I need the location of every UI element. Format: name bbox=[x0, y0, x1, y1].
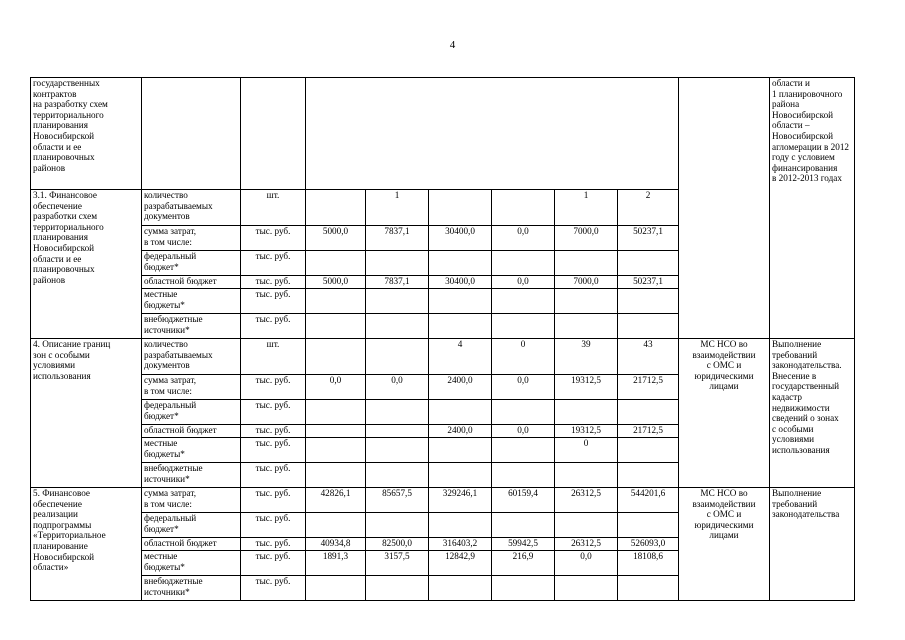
value-cell: 12842,9 bbox=[429, 551, 492, 576]
value-cell bbox=[306, 400, 366, 425]
unit-label: тыс. руб. bbox=[241, 289, 306, 314]
value-cell: 4 bbox=[429, 339, 492, 375]
unit-label: тыс. руб. bbox=[241, 375, 306, 400]
indicator-cell bbox=[142, 78, 241, 190]
value-cell bbox=[306, 576, 366, 601]
unit-label: шт. bbox=[241, 339, 306, 375]
section5-executor-cell: МС НСО во взаимодействии с ОМС и юридическими лицами bbox=[679, 488, 770, 601]
indicator-label: федеральный бюджет* bbox=[142, 513, 241, 538]
value-cell: 0 bbox=[492, 339, 555, 375]
unit-label: тыс. руб. bbox=[241, 463, 306, 488]
indicator-label: сумма затрат, в том числе: bbox=[142, 375, 241, 400]
value-cell bbox=[366, 339, 429, 375]
value-cell: 0,0 bbox=[492, 276, 555, 289]
value-cell bbox=[618, 251, 679, 276]
value-cell bbox=[618, 400, 679, 425]
value-cell bbox=[366, 314, 429, 339]
unit-label: тыс. руб. bbox=[241, 551, 306, 576]
value-cell bbox=[306, 438, 366, 463]
page-number: 4 bbox=[449, 39, 456, 51]
value-cell: 1 bbox=[555, 190, 618, 226]
indicator-label: местные бюджеты* bbox=[142, 438, 241, 463]
value-cell bbox=[306, 339, 366, 375]
value-cell bbox=[555, 513, 618, 538]
indicator-label: федеральный бюджет* bbox=[142, 251, 241, 276]
value-cell: 0,0 bbox=[492, 425, 555, 438]
value-cell: 0,0 bbox=[555, 551, 618, 576]
indicator-label: областной бюджет bbox=[142, 425, 241, 438]
unit-cell bbox=[241, 78, 306, 190]
value-cell: 316403,2 bbox=[429, 538, 492, 551]
value-cell: 7000,0 bbox=[555, 226, 618, 251]
value-cell bbox=[555, 463, 618, 488]
unit-label: тыс. руб. bbox=[241, 425, 306, 438]
value-cell bbox=[429, 576, 492, 601]
value-cell bbox=[306, 513, 366, 538]
indicator-label: местные бюджеты* bbox=[142, 289, 241, 314]
indicator-label: областной бюджет bbox=[142, 538, 241, 551]
value-cell bbox=[366, 289, 429, 314]
value-cell bbox=[429, 251, 492, 276]
value-cell bbox=[306, 425, 366, 438]
value-cell bbox=[366, 576, 429, 601]
value-cell: 7837,1 bbox=[366, 276, 429, 289]
indicator-label: федеральный бюджет* bbox=[142, 400, 241, 425]
value-cell: 18108,6 bbox=[618, 551, 679, 576]
value-cell: 39 bbox=[555, 339, 618, 375]
value-cell bbox=[618, 314, 679, 339]
value-cell bbox=[306, 314, 366, 339]
unit-label: тыс. руб. bbox=[241, 488, 306, 513]
section4-executor-cell: МС НСО во взаимодействии с ОМС и юридическими лицами bbox=[679, 339, 770, 488]
value-cell bbox=[618, 438, 679, 463]
value-cell bbox=[306, 251, 366, 276]
indicator-label: областной бюджет bbox=[142, 276, 241, 289]
section5-title-cell: 5. Финансовое обеспечение реализации подпрограммы «Территориальное планирование Новосибирской области» bbox=[31, 488, 142, 601]
unit-label: тыс. руб. bbox=[241, 251, 306, 276]
value-cell: 85657,5 bbox=[366, 488, 429, 513]
unit-label: тыс. руб. bbox=[241, 513, 306, 538]
value-cell bbox=[618, 513, 679, 538]
value-cell: 0,0 bbox=[306, 375, 366, 400]
table-row bbox=[31, 339, 855, 375]
result-cell: области и 1 планировочного района Новосибирской области – Новосибирской агломерации в 2012 году с условием финансирования в 2012-2013 годах bbox=[770, 78, 855, 339]
value-cell bbox=[306, 190, 366, 226]
value-cell bbox=[366, 513, 429, 538]
value-cell bbox=[555, 314, 618, 339]
value-cell: 19312,5 bbox=[555, 425, 618, 438]
value-cell bbox=[306, 289, 366, 314]
value-cell bbox=[429, 314, 492, 339]
value-cell: 30400,0 bbox=[429, 226, 492, 251]
table-row bbox=[31, 488, 855, 513]
value-cell bbox=[492, 400, 555, 425]
value-cell bbox=[618, 463, 679, 488]
value-cell bbox=[492, 289, 555, 314]
unit-label: шт. bbox=[241, 190, 306, 226]
unit-label: тыс. руб. bbox=[241, 314, 306, 339]
value-cell: 21712,5 bbox=[618, 375, 679, 400]
value-cell: 1891,3 bbox=[306, 551, 366, 576]
event-name-cell: государственных контрактов на разработку схем территориального планирования Новосибирской области и ее планировочных районов bbox=[31, 78, 142, 190]
value-cell bbox=[429, 513, 492, 538]
unit-label: тыс. руб. bbox=[241, 276, 306, 289]
value-cell bbox=[366, 425, 429, 438]
indicator-label: сумма затрат, в том числе: bbox=[142, 488, 241, 513]
value-cell: 82500,0 bbox=[366, 538, 429, 551]
indicator-label: сумма затрат, в том числе: bbox=[142, 226, 241, 251]
indicator-label: местные бюджеты* bbox=[142, 551, 241, 576]
value-cell bbox=[555, 400, 618, 425]
value-cell: 26312,5 bbox=[555, 538, 618, 551]
value-cell bbox=[306, 463, 366, 488]
unit-label: тыс. руб. bbox=[241, 576, 306, 601]
unit-label: тыс. руб. bbox=[241, 438, 306, 463]
value-cell bbox=[429, 463, 492, 488]
value-cell bbox=[492, 513, 555, 538]
value-cell: 2400,0 bbox=[429, 375, 492, 400]
value-cell bbox=[555, 251, 618, 276]
value-cell bbox=[492, 463, 555, 488]
value-cell bbox=[492, 190, 555, 226]
value-cell bbox=[618, 289, 679, 314]
value-cell bbox=[492, 251, 555, 276]
value-cell: 5000,0 bbox=[306, 276, 366, 289]
value-cell bbox=[429, 400, 492, 425]
value-cell: 19312,5 bbox=[555, 375, 618, 400]
value-cell: 30400,0 bbox=[429, 276, 492, 289]
value-cell: 2400,0 bbox=[429, 425, 492, 438]
unit-label: тыс. руб. bbox=[241, 400, 306, 425]
value-cell: 0,0 bbox=[492, 375, 555, 400]
value-cell: 2 bbox=[618, 190, 679, 226]
value-cell: 3157,5 bbox=[366, 551, 429, 576]
value-cell: 59942,5 bbox=[492, 538, 555, 551]
table-row bbox=[31, 78, 855, 190]
value-cell bbox=[429, 438, 492, 463]
section5-result-cell: Выполнение требований законодательства bbox=[770, 488, 855, 601]
value-cell: 7837,1 bbox=[366, 226, 429, 251]
value-cell bbox=[366, 400, 429, 425]
value-cell: 50237,1 bbox=[618, 226, 679, 251]
section31-title-cell: 3.1. Финансовое обеспечение разработки схем территориального планирования Новосибирской области и ее планировочных районов bbox=[31, 190, 142, 339]
indicator-label: количество разрабатываемых документов bbox=[142, 339, 241, 375]
value-cell: 42826,1 bbox=[306, 488, 366, 513]
value-cell: 50237,1 bbox=[618, 276, 679, 289]
value-cell bbox=[618, 576, 679, 601]
value-cell bbox=[492, 576, 555, 601]
value-cell: 0,0 bbox=[366, 375, 429, 400]
value-cell: 43 bbox=[618, 339, 679, 375]
value-cell: 544201,6 bbox=[618, 488, 679, 513]
unit-label: тыс. руб. bbox=[241, 226, 306, 251]
value-cell: 0 bbox=[555, 438, 618, 463]
value-cell bbox=[429, 289, 492, 314]
value-cell bbox=[366, 463, 429, 488]
section4-title-cell: 4. Описание границ зон с особыми условиями использования bbox=[31, 339, 142, 488]
value-cell: 0,0 bbox=[492, 226, 555, 251]
value-cell: 21712,5 bbox=[618, 425, 679, 438]
indicator-label: количество разрабатываемых документов bbox=[142, 190, 241, 226]
value-cell bbox=[492, 314, 555, 339]
indicator-label: внебюджетные источники* bbox=[142, 314, 241, 339]
value-cell: 40934,8 bbox=[306, 538, 366, 551]
value-cell: 216,9 bbox=[492, 551, 555, 576]
indicator-label: внебюджетные источники* bbox=[142, 576, 241, 601]
value-cell: 526093,0 bbox=[618, 538, 679, 551]
value-cell: 1 bbox=[366, 190, 429, 226]
values-cell bbox=[306, 78, 679, 190]
unit-label: тыс. руб. bbox=[241, 538, 306, 551]
value-cell bbox=[366, 438, 429, 463]
value-cell: 26312,5 bbox=[555, 488, 618, 513]
value-cell: 5000,0 bbox=[306, 226, 366, 251]
executor-cell bbox=[679, 78, 770, 339]
program-table bbox=[30, 77, 855, 601]
value-cell bbox=[492, 438, 555, 463]
value-cell: 329246,1 bbox=[429, 488, 492, 513]
indicator-label: внебюджетные источники* bbox=[142, 463, 241, 488]
value-cell bbox=[366, 251, 429, 276]
value-cell: 60159,4 bbox=[492, 488, 555, 513]
value-cell: 7000,0 bbox=[555, 276, 618, 289]
value-cell bbox=[429, 190, 492, 226]
section4-result-cell: Выполнение требований законодательства. Внесение в государственный кадастр недвижимости сведений о зонах с особыми условиями использования bbox=[770, 339, 855, 488]
value-cell bbox=[555, 576, 618, 601]
value-cell bbox=[555, 289, 618, 314]
